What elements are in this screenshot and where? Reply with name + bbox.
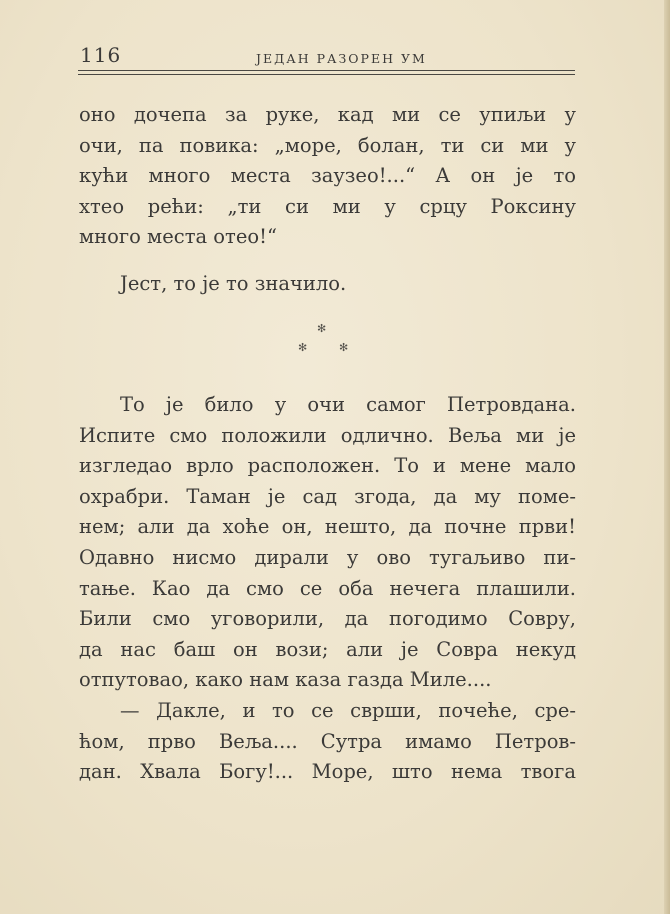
text-line: да нас баш он вози; али је Совра некуд [79,637,576,661]
section-separator [296,322,360,362]
asterisk-icon: ✻ [317,322,327,335]
text-line: дан. Хвала Богу!... Море, што нема твога [79,760,576,784]
text-line: Били смо уговорили, да погодимо Совру, [79,607,576,631]
page-edge [664,0,670,914]
text-line: оно дочепа за руке, кад ми се упиљи у [79,103,576,126]
text-line: — Дакле, и то се сврши, почеће, сре- [120,698,576,722]
text-line: Одавно нисмо дирали у ово тугаљиво пи- [79,545,576,569]
text-line: отпутовао, како нам каза газда Миле.... [79,668,492,692]
text-line: хтео рећи: „ти си ми у срцу Роксину [79,194,576,218]
paragraph-continued [79,100,576,253]
text-line: охрабри. Таман је сад згода, да му поме- [79,484,576,508]
text-line: ћом, прво Веља.... Сутра имамо Петров- [79,729,576,753]
text-line: Испите смо положили одлично. Веља ми је [79,423,576,447]
text-line: То је било у очи самог Петровдана. [120,393,576,416]
text-line: кући много места заузео!...“ А он је то [79,164,576,188]
text-line: нем; али да хоће он, нешто, да почне први! [79,515,576,539]
paragraph-short: Јест, то је то значило. [120,272,347,295]
text-line: тање. Као да смо се оба нечега плашили. [79,576,576,600]
header-rule-bottom [78,74,575,75]
paragraph-new-section [79,390,576,788]
header-rule-top [78,70,575,71]
asterisk-icon: ✻ [298,341,308,354]
asterisk-icon: ✻ [339,341,349,354]
running-title: ЈЕДАН РАЗОРЕН УМ [256,51,427,66]
text-line: изгледао врло расположен. То и мене мало [79,454,576,478]
text-line: очи, па повика: „море, болан, ти си ми у [79,133,576,157]
page-number: 116 [80,43,122,67]
text-line: много места отео!“ [79,225,277,249]
